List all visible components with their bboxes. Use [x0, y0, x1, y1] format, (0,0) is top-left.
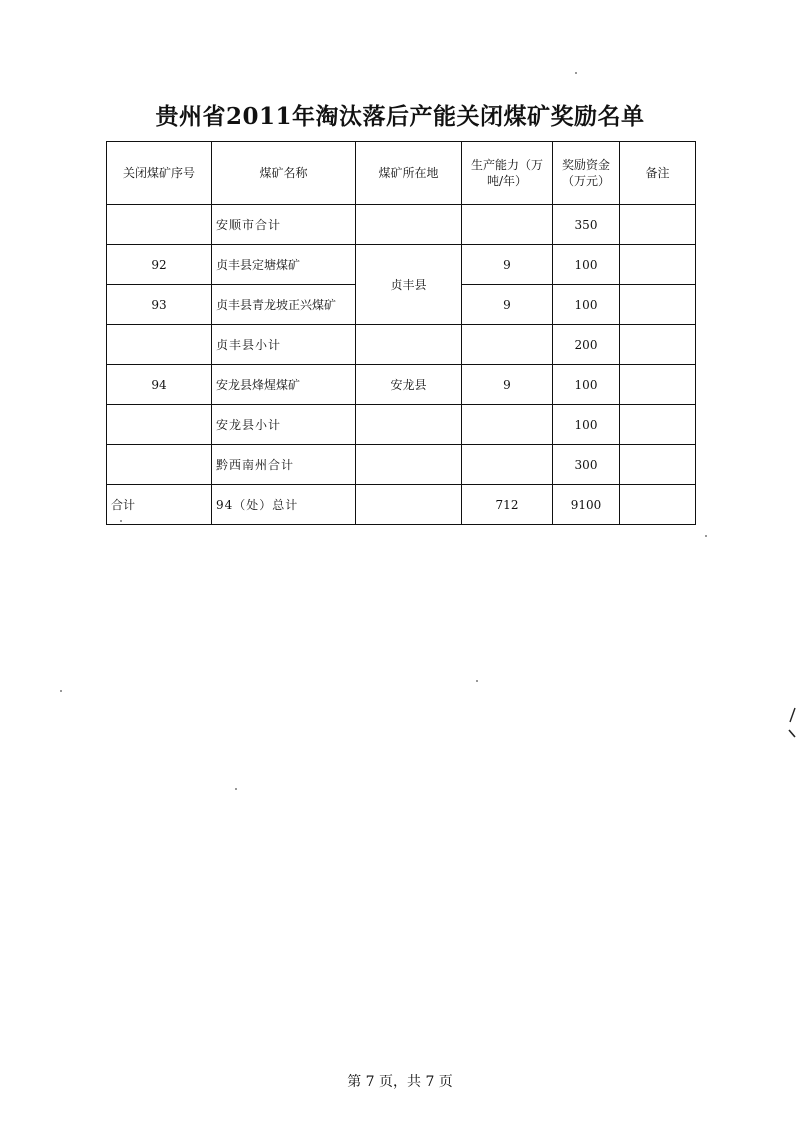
- scan-speck: [575, 72, 577, 74]
- mine-reward-table: [106, 141, 696, 525]
- cell-location: 贞丰县: [356, 245, 462, 325]
- scan-mark: [786, 706, 798, 740]
- cell-reward: 350: [553, 205, 620, 245]
- cell-name: 黔西南州合计: [212, 445, 356, 485]
- cell-capacity: 9: [462, 245, 553, 285]
- cell-remark: [620, 485, 696, 525]
- page-footer: 第 7 页，共 7 页: [347, 1074, 453, 1090]
- cell-serial: 合计: [107, 485, 212, 525]
- table-row: [107, 365, 696, 405]
- cell-reward: 100: [553, 365, 620, 405]
- cell-capacity: [462, 325, 553, 365]
- cell-remark: [620, 325, 696, 365]
- cell-name: 安龙县烽煋煤矿: [212, 365, 356, 405]
- cell-serial: [107, 325, 212, 365]
- cell-reward: 9100: [553, 485, 620, 525]
- cell-capacity: 9: [462, 285, 553, 325]
- cell-capacity: 712: [462, 485, 553, 525]
- cell-reward: 100: [553, 285, 620, 325]
- cell-serial: [107, 405, 212, 445]
- cell-reward: 200: [553, 325, 620, 365]
- cell-serial: 92: [107, 245, 212, 285]
- header-remark: 备注: [620, 142, 696, 205]
- cell-capacity: [462, 405, 553, 445]
- table-header-row: [107, 142, 696, 205]
- table-row: [107, 205, 696, 245]
- cell-name: 贞丰县青龙坡正兴煤矿: [212, 285, 356, 325]
- scan-speck: [705, 535, 707, 537]
- cell-serial: [107, 445, 212, 485]
- cell-location: [356, 485, 462, 525]
- cell-serial: [107, 205, 212, 245]
- table-row-total: [107, 485, 696, 525]
- cell-name: 94（处）总计: [212, 485, 356, 525]
- cell-remark: [620, 205, 696, 245]
- scan-speck: [235, 788, 237, 790]
- scan-speck: [476, 680, 478, 682]
- cell-name: 安顺市合计: [212, 205, 356, 245]
- cell-remark: [620, 365, 696, 405]
- cell-reward: 100: [553, 245, 620, 285]
- cell-remark: [620, 285, 696, 325]
- cell-remark: [620, 445, 696, 485]
- cell-name: 安龙县小计: [212, 405, 356, 445]
- header-name: 煤矿名称: [212, 142, 356, 205]
- cell-capacity: [462, 205, 553, 245]
- cell-reward: 300: [553, 445, 620, 485]
- cell-reward: 100: [553, 405, 620, 445]
- header-reward: 奖励资金（万元）: [553, 142, 620, 205]
- cell-location: [356, 405, 462, 445]
- scan-speck: [120, 520, 122, 522]
- cell-serial: 93: [107, 285, 212, 325]
- table-row: [107, 405, 696, 445]
- cell-name: 贞丰县定塘煤矿: [212, 245, 356, 285]
- cell-remark: [620, 245, 696, 285]
- table-row: [107, 245, 696, 285]
- header-location: 煤矿所在地: [356, 142, 462, 205]
- cell-remark: [620, 405, 696, 445]
- scan-speck: [60, 690, 62, 692]
- table-row: [107, 325, 696, 365]
- cell-name: 贞丰县小计: [212, 325, 356, 365]
- cell-location: 安龙县: [356, 365, 462, 405]
- cell-location: [356, 445, 462, 485]
- page-title: 贵州省2011年淘汰落后产能关闭煤矿奖励名单: [155, 103, 645, 130]
- header-capacity: 生产能力（万吨/年）: [462, 142, 553, 205]
- cell-capacity: 9: [462, 365, 553, 405]
- cell-capacity: [462, 445, 553, 485]
- cell-location: [356, 205, 462, 245]
- table-row: [107, 445, 696, 485]
- header-serial: 关闭煤矿序号: [107, 142, 212, 205]
- cell-serial: 94: [107, 365, 212, 405]
- cell-location: [356, 325, 462, 365]
